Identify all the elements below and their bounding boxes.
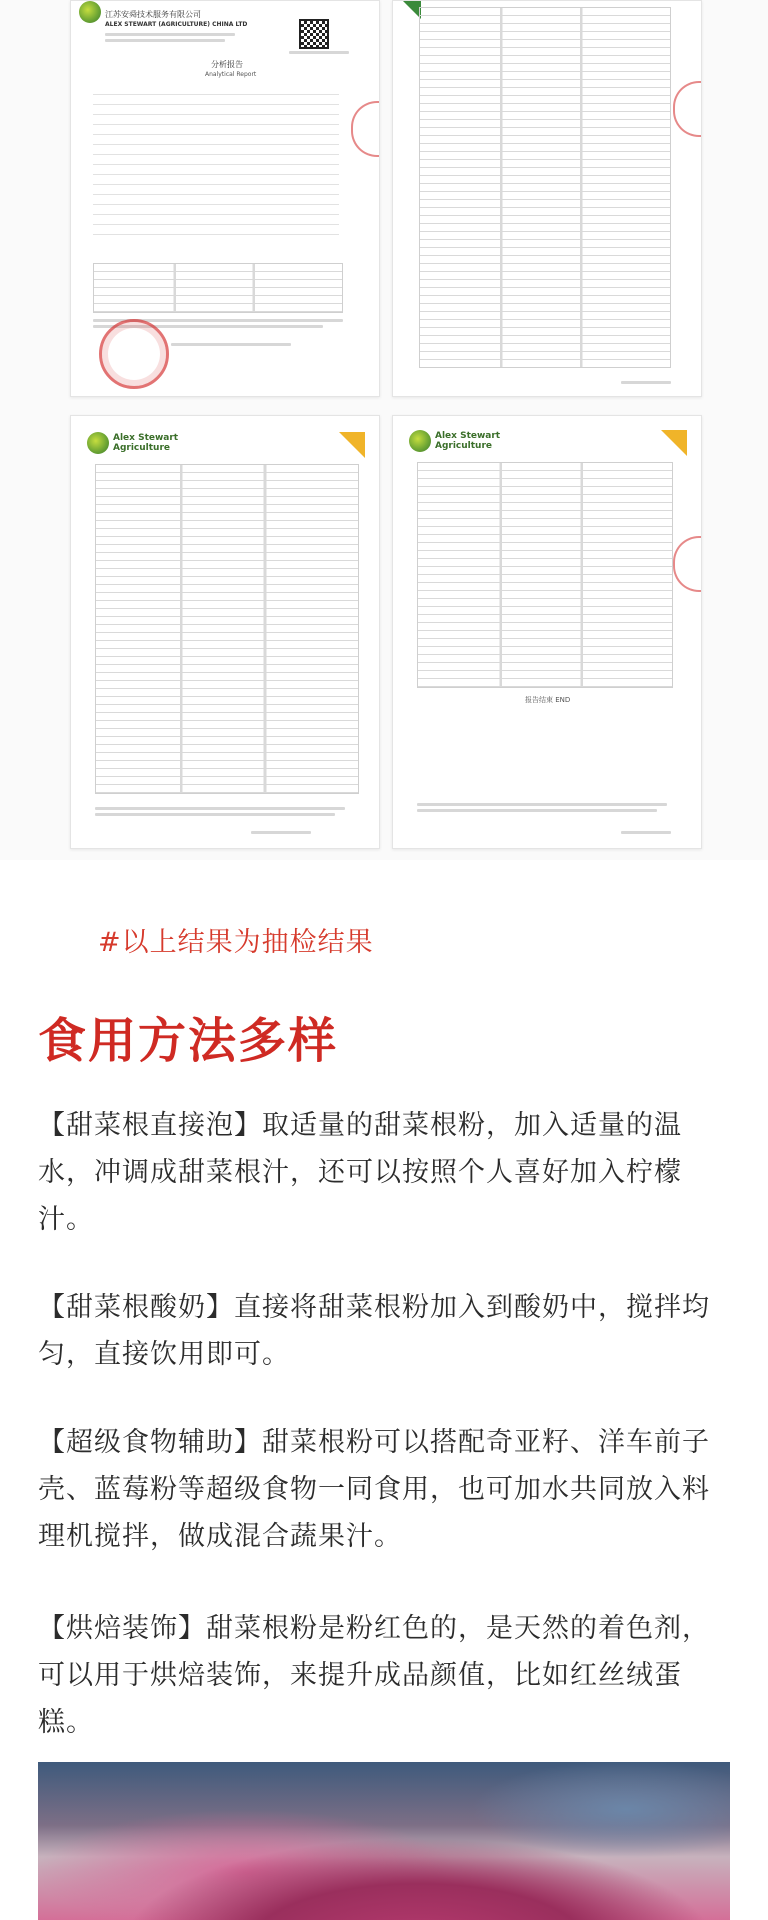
report-result-table	[93, 263, 343, 313]
page-number-line	[621, 831, 671, 834]
report-title-en: Analytical Report	[205, 71, 257, 78]
sample-test-note: #以上结果为抽检结果	[98, 927, 374, 958]
address-line	[105, 39, 225, 42]
section-heading: 食用方法多样	[38, 1013, 339, 1069]
method-superfood: 【超级食物辅助】甜菜根粉可以搭配奇亚籽、洋车前子壳、蓝莓粉等超级食物一同食用，也可加水共同放入料理机搅拌，做成混合蔬果汁。	[38, 1427, 710, 1552]
side-seal-icon	[673, 536, 701, 592]
analysis-report-page-3	[70, 415, 380, 849]
brand-name-line1: Alex Stewart	[435, 431, 501, 441]
report-info-lines	[93, 85, 339, 235]
alex-stewart-logo-icon	[87, 432, 109, 454]
address-line	[105, 33, 235, 36]
brand-name-line2: Agriculture	[435, 441, 493, 451]
company-logo-icon	[79, 1, 101, 23]
side-seal-icon	[673, 81, 701, 137]
footnote-line	[417, 809, 657, 812]
method-direct-brew: 【甜菜根直接泡】取适量的甜菜根粉，加入适量的温水，冲调成甜菜根汁，还可以按照个人喜好加入柠檬汁。	[38, 1110, 682, 1235]
corner-ribbon-icon	[661, 430, 687, 456]
qr-code-icon	[299, 19, 329, 49]
page-number-line	[251, 831, 311, 834]
analysis-report-page-2	[392, 0, 702, 397]
footnote-line	[417, 803, 667, 806]
alex-stewart-logo-icon	[409, 430, 431, 452]
brand-name-line2: Agriculture	[113, 443, 171, 453]
report-company-en: ALEX STEWART (AGRICULTURE) CHINA LTD	[105, 21, 248, 28]
test-report-gallery	[0, 0, 768, 860]
method-yogurt: 【甜菜根酸奶】直接将甜菜根粉加入到酸奶中，搅拌均匀，直接饮用即可。	[38, 1292, 710, 1370]
report-title-cn: 分析报告	[211, 60, 243, 69]
footnote-line	[95, 813, 335, 816]
corner-ribbon-icon	[339, 432, 365, 458]
signature-line	[171, 343, 291, 346]
official-seal-icon	[99, 319, 169, 389]
brand-name-line1: Alex Stewart	[113, 433, 179, 443]
side-seal-icon	[351, 101, 379, 157]
footnote-line	[95, 807, 345, 810]
report-end-note: 报告结束 END	[525, 696, 571, 704]
analysis-report-page-1	[70, 0, 380, 397]
analysis-report-page-4	[392, 415, 702, 849]
pesticide-results-table	[95, 464, 359, 794]
page-number-line	[621, 381, 671, 384]
report-company-cn: 江苏安舜技术服务有限公司	[105, 10, 201, 19]
beetroot-food-photo	[38, 1762, 730, 1920]
pesticide-results-table	[419, 7, 671, 368]
method-baking: 【烘焙装饰】甜菜根粉是粉红色的，是天然的着色剂，可以用于烘焙装饰，来提升成品颜值，比如红丝绒蛋糕。	[38, 1613, 710, 1738]
verification-line	[289, 51, 349, 54]
pesticide-results-table	[417, 462, 673, 688]
